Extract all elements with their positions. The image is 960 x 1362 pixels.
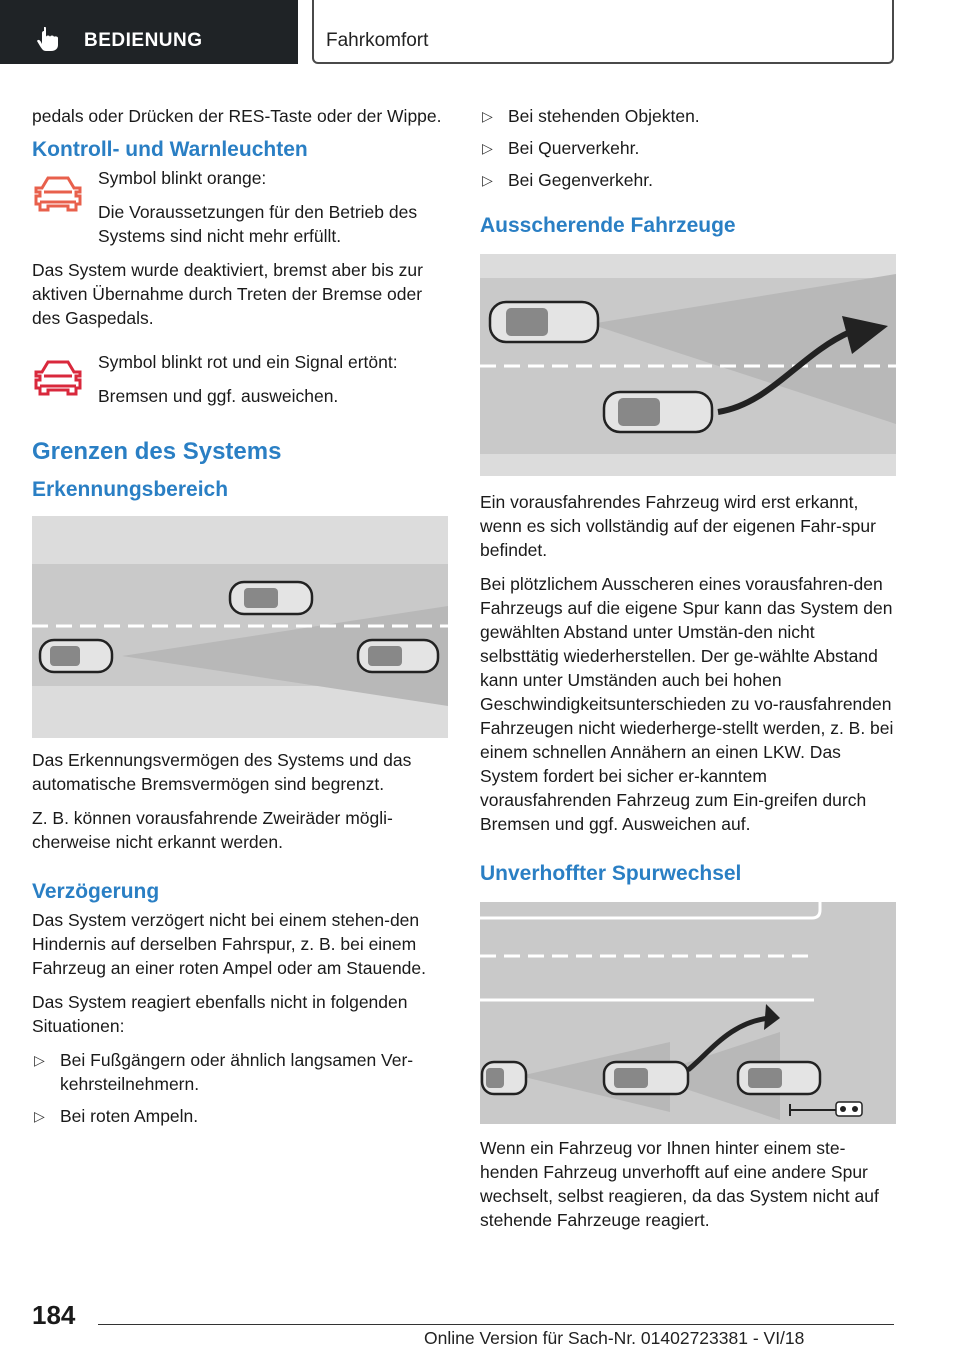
list-item: ▷ Bei Gegenverkehr. — [482, 170, 653, 190]
kontroll-heading: Kontroll- und Warnleuchten — [32, 138, 308, 161]
section-label: Fahrkomfort — [326, 30, 429, 51]
triangle-right-icon: ▷ — [482, 140, 493, 156]
traffic-light-icon — [836, 1102, 862, 1116]
warning-red — [32, 350, 448, 410]
warn1-text: Die Voraussetzungen für den Betrieb des Systems sind nicht mehr erfüllt. — [98, 202, 418, 246]
verz-p1: Das System verzögert nicht bei einem stehen‐den Hindernis auf derselben Fahrspur, z. B. bei einem Fahrzeug an einer roten Ampel oder am Stauende. — [32, 910, 426, 978]
car-icon — [230, 582, 312, 614]
tab-fahrkomfort[interactable] — [312, 0, 894, 64]
car-icon — [490, 302, 598, 342]
verz-heading: Verzögerung — [32, 880, 160, 903]
grenzen-heading: Grenzen des Systems — [32, 438, 282, 465]
left-bullet-list — [32, 1048, 448, 1128]
warning-orange — [32, 166, 448, 248]
car-front-icon — [32, 356, 84, 400]
car-front-icon — [32, 172, 84, 216]
warn1-followup: Das System wurde deaktiviert, bremst aber bis zur aktiven Übernahme durch Treten der Bremse oder des Gaspedals. — [32, 260, 423, 328]
car-icon — [482, 1062, 526, 1094]
unv-heading: Unverhoffter Spurwechsel — [480, 862, 742, 885]
warn2-text: Bremsen und ggf. ausweichen. — [98, 386, 339, 406]
left-column — [32, 104, 448, 1136]
warn2-title: Symbol blinkt rot und ein Signal ertönt: — [98, 352, 398, 372]
warn1-title: Symbol blinkt orange: — [98, 168, 267, 188]
aus-p1: Ein vorausfahrendes Fahrzeug wird erst erkannt, wenn es sich vollständig auf der eigenen Fahr‐spur befindet. — [480, 492, 876, 560]
intro-text: pedals oder Drücken der RES-Taste oder der Wippe. — [32, 106, 442, 126]
triangle-right-icon: ▷ — [482, 172, 493, 188]
figure-ausscherende-fahrzeuge — [480, 254, 896, 476]
car-icon — [604, 1062, 688, 1094]
tab-label: BEDIENUNG — [84, 30, 203, 51]
header-tabs — [0, 0, 960, 66]
footer — [0, 1290, 960, 1362]
online-version-text: Online Version für Sach-Nr. 01402723381 - VI/18 — [424, 1328, 805, 1348]
tab-bedienung[interactable] — [0, 0, 298, 64]
triangle-right-icon: ▷ — [34, 1052, 45, 1068]
footer-divider — [98, 1324, 894, 1325]
erkennung-p1: Das Erkennungsvermögen des Systems und das automatische Bremsvermögen sind begrenzt. — [32, 750, 412, 794]
verz-p2: Das System reagiert ebenfalls nicht in folgenden Situationen: — [32, 992, 408, 1036]
right-bullet-list — [480, 104, 896, 192]
figure-erkennungsbereich — [32, 516, 448, 738]
car-icon — [738, 1062, 820, 1094]
erkennung-heading: Erkennungsbereich — [32, 478, 229, 501]
list-item: ▷ Bei stehenden Objekten. — [482, 106, 700, 126]
aus-heading: Ausscherende Fahrzeuge — [480, 214, 736, 237]
figure-unverhoffter-spurwechsel — [480, 902, 896, 1124]
hand-pointer-icon — [36, 26, 60, 52]
car-icon — [604, 392, 712, 432]
list-item: ▷ Bei Querverkehr. — [482, 138, 640, 158]
triangle-right-icon: ▷ — [482, 108, 493, 124]
list-item: ▷ Bei roten Ampeln. — [34, 1106, 199, 1126]
erkennung-p2: Z. B. können vorausfahrende Zweiräder mögli‐cherweise nicht erkannt werden. — [32, 808, 393, 852]
page-number: 184 — [32, 1300, 76, 1330]
right-column — [480, 104, 896, 1242]
unv-p1: Wenn ein Fahrzeug vor Ihnen hinter einem ste‐henden Fahrzeug unverhofft auf eine andere Spur wechselt, selbst reagieren, da das System nicht auf stehende Fahrzeuge reagiert. — [480, 1138, 879, 1230]
list-item: ▷ Bei Fußgängern oder ähnlich langsamen Ver‐kehrsteilnehmern. — [34, 1050, 414, 1094]
triangle-right-icon: ▷ — [34, 1108, 45, 1124]
car-icon — [40, 640, 112, 672]
car-icon — [358, 640, 438, 672]
aus-p2: Bei plötzlichem Ausscheren eines vorausfahren‐den Fahrzeugs auf die eigene Spur kann das System den gewählten Abstand unter Umstän‐den nicht selbsttätig wiederherstellen. Der ge‐wählte Abstand kann unter Umständen auch bei hohen Geschwindigkeitsunterschieden zu vo‐rausfahrenden Fahrzeugen nicht wiederherge‐stellt werden, z. B. bei einem schnellen Annähern an einen LKW. Das System fordert bei sicher er‐kanntem vorausfahrenden Fahrzeug zum Ein‐greifen durch Bremsen und ggf. Ausweichen auf. — [480, 574, 894, 834]
